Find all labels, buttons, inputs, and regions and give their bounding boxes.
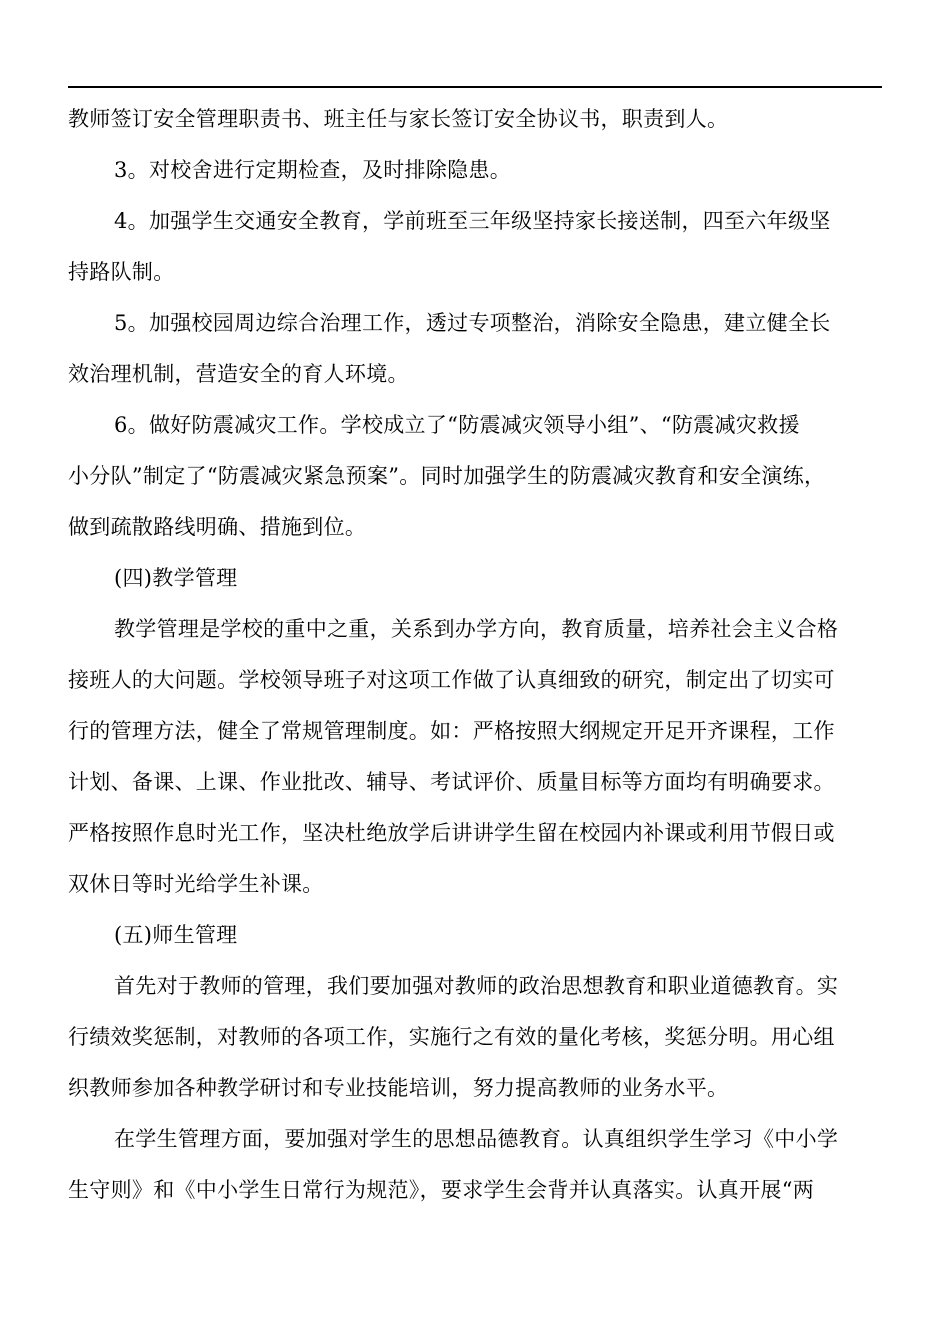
text-line: 织教师参加各种教学研讨和专业技能培训，努力提高教师的业务水平。	[68, 1076, 729, 1100]
text-line: 行绩效奖惩制，对教师的各项工作，实施行之有效的量化考核，奖惩分明。用心组	[68, 1025, 835, 1049]
text-line: 首先对于教师的管理，我们要加强对教师的政治思想教育和职业道德教育。实	[114, 974, 839, 998]
text-line: 行的管理方法，健全了常规管理制度。如：严格按照大纲规定开足开齐课程，工作	[68, 719, 835, 743]
text-line: 4。加强学生交通安全教育，学前班至三年级坚持家长接送制，四至六年级坚	[114, 209, 831, 233]
text-line: 计划、备课、上课、作业批改、辅导、考试评价、质量目标等方面均有明确要求。	[68, 770, 835, 794]
text-line: 生守则》和《中小学生日常行为规范》，要求学生会背并认真落实。认真开展“两	[68, 1178, 815, 1202]
text-line: 接班人的大问题。学校领导班子对这项工作做了认真细致的研究，制定出了切实可	[68, 668, 835, 692]
header-rule	[68, 86, 882, 88]
text-line: 教师签订安全管理职责书、班主任与家长签订安全协议书，职责到人。	[68, 107, 729, 131]
text-line: 持路队制。	[68, 260, 175, 284]
text-line: 效治理机制，营造安全的育人环境。	[68, 362, 409, 386]
text-line: (四)教学管理	[114, 566, 238, 590]
text-line: 3。对校舍进行定期检查，及时排除隐患。	[114, 158, 512, 182]
text-line: 小分队”制定了“防震减灾紧急预案”。同时加强学生的防震减灾教育和安全演练，	[68, 464, 826, 488]
text-line: 在学生管理方面，要加强对学生的思想品德教育。认真组织学生学习《中小学	[114, 1127, 839, 1151]
text-line: 做到疏散路线明确、措施到位。	[68, 515, 367, 539]
text-line: (五)师生管理	[114, 923, 238, 947]
text-line: 教学管理是学校的重中之重，关系到办学方向，教育质量，培养社会主义合格	[114, 617, 839, 641]
text-line: 5。加强校园周边综合治理工作，透过专项整治，消除安全隐患，建立健全长	[114, 311, 831, 335]
document-body	[68, 94, 882, 1216]
text-line: 严格按照作息时光工作，坚决杜绝放学后讲讲学生留在校园内补课或利用节假日或	[68, 821, 835, 845]
text-line: 双休日等时光给学生补课。	[68, 872, 324, 896]
text-line: 6。做好防震减灾工作。学校成立了“防震减灾领导小组”、“防震减灾救援	[114, 413, 800, 437]
